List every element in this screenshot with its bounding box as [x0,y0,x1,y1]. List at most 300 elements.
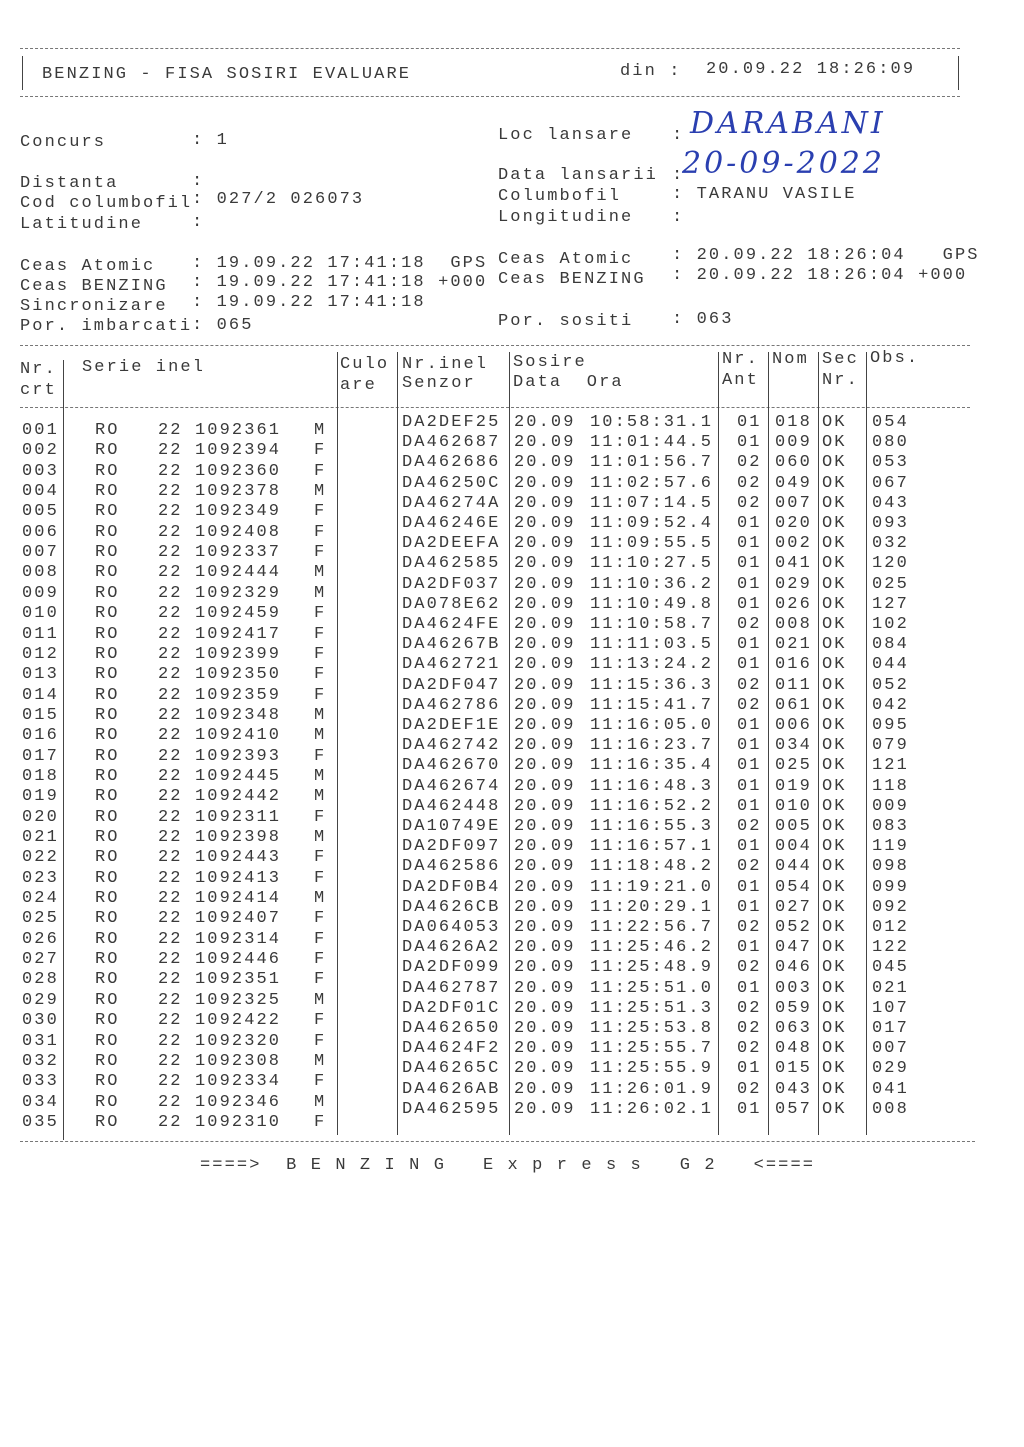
time: 11:22:56.7 [590,918,714,937]
nom: 018 [775,413,812,432]
year: 22 [158,828,183,847]
obs: 093 [872,514,909,533]
col-serie: Serie inel [82,358,206,377]
sec-status: OK [822,615,847,634]
sensor-id: DA2DF099 [402,958,501,978]
divider [20,48,960,49]
obs: 009 [872,796,909,816]
year: 22 [158,685,183,705]
nom: 026 [775,594,812,614]
antenna: 02 [737,857,762,877]
sensor-id: DA46267B [402,635,501,655]
antenna: 02 [737,493,762,513]
row-nr: 014 [22,685,59,705]
row-nr: 004 [22,482,59,502]
ring-number: 1092414 [195,889,282,909]
nom: 002 [775,534,812,554]
obs: 121 [872,756,909,776]
sensor-id: DA462448 [402,796,501,816]
obs: 095 [872,716,909,735]
sex: M [314,1092,327,1112]
sex: F [314,604,327,624]
date: 20.09 [514,1039,576,1059]
sec-status: OK [822,433,847,453]
date: 20.09 [514,938,576,958]
ring-number: 1092413 [195,868,282,888]
nom: 027 [775,897,812,917]
imbarcati-label: Por. imbarcati [20,317,193,336]
ring-number: 1092422 [195,1011,282,1031]
country: RO [95,705,120,725]
row-nr: 029 [22,990,59,1010]
year: 22 [158,563,183,583]
year: 22 [158,583,183,603]
country: RO [95,421,120,440]
colon: : [672,126,685,145]
sex: F [314,950,327,970]
country: RO [95,726,120,746]
obs: 092 [872,897,909,917]
time: 11:25:55.9 [590,1059,714,1079]
time: 11:01:56.7 [590,453,714,473]
date: 20.09 [514,1059,576,1079]
year: 22 [158,1092,183,1112]
country: RO [95,848,120,868]
antenna: 01 [737,796,762,816]
obs: 054 [872,413,909,432]
sensor-id: DA4624FE [402,615,501,634]
sex: F [314,746,327,766]
row-nr: 027 [22,950,59,970]
antenna: 01 [737,574,762,594]
time: 11:10:36.2 [590,574,714,594]
year: 22 [158,624,183,644]
country: RO [95,502,120,522]
sex: F [314,461,327,481]
ring-number: 1092394 [195,441,282,461]
obs: 119 [872,837,909,857]
sex: M [314,421,327,440]
sex: M [314,990,327,1010]
row-nr: 023 [22,868,59,888]
sensor-id: DA2DEF25 [402,413,501,432]
loc-handwritten: DARABANI [690,106,886,141]
date: 20.09 [514,837,576,857]
time: 11:07:14.5 [590,493,714,513]
country: RO [95,604,120,624]
year: 22 [158,441,183,461]
sec-status: OK [822,514,847,533]
obs: 025 [872,574,909,594]
nom: 063 [775,1019,812,1038]
column-divider [337,352,338,1135]
column-divider [818,352,819,1135]
row-nr: 008 [22,563,59,583]
antenna: 01 [737,1099,762,1119]
ring-number: 1092446 [195,950,282,970]
sensor-id: DA2DEEFA [402,534,501,554]
sec-status: OK [822,473,847,493]
date: 20.09 [514,493,576,513]
sec-status: OK [822,716,847,735]
sensor-id: DA4626AB [402,1079,501,1099]
sex: F [314,929,327,949]
sex: F [314,1031,327,1051]
year: 22 [158,705,183,725]
date-label: din : [620,62,682,81]
row-nr: 001 [22,421,59,440]
distanta-value: : [192,172,217,191]
row-nr: 034 [22,1092,59,1112]
sec-status: OK [822,1079,847,1099]
year: 22 [158,929,183,949]
data-lansarii-handwritten: 20-09-2022 [682,146,885,181]
divider [20,1141,975,1142]
ring-number: 1092314 [195,929,282,949]
nom: 044 [775,857,812,877]
obs: 042 [872,695,909,715]
antenna: 01 [737,1059,762,1079]
row-nr: 005 [22,502,59,522]
sec-status: OK [822,1039,847,1059]
date: 20.09 [514,615,576,634]
column-divider [63,360,64,1140]
year: 22 [158,1011,183,1031]
ceas-atomic-end: : 20.09.22 18:26:04 GPS [672,246,980,265]
sex: F [314,1112,327,1132]
sec-status: OK [822,918,847,937]
sec-status: OK [822,776,847,796]
sex: F [314,522,327,542]
sec-status: OK [822,857,847,877]
sensor-id: DA2DEF1E [402,716,501,735]
nom: 034 [775,736,812,756]
year: 22 [158,543,183,563]
antenna: 02 [737,695,762,715]
antenna: 01 [737,736,762,756]
country: RO [95,909,120,929]
antenna: 02 [737,473,762,493]
sensor-id: DA462670 [402,756,501,776]
ceas-atomic-end-label: Ceas Atomic [498,250,634,269]
ring-number: 1092346 [195,1092,282,1112]
sec-status: OK [822,635,847,655]
col-sec: Sec [822,350,859,369]
col-sosire: Sosire [513,353,587,372]
row-nr: 010 [22,604,59,624]
antenna: 01 [737,938,762,958]
sec-status: OK [822,938,847,958]
antenna: 01 [737,837,762,857]
col-sec-2: Nr. [822,371,859,390]
sex: M [314,828,327,847]
antenna: 02 [737,998,762,1018]
sensor-id: DA462742 [402,736,501,756]
sex: F [314,441,327,461]
sensor-id: DA064053 [402,918,501,937]
nom: 020 [775,514,812,533]
sex: M [314,889,327,909]
col-ant: Nr. [722,350,759,369]
ring-number: 1092350 [195,665,282,685]
antenna: 01 [737,534,762,554]
sex: F [314,868,327,888]
nom: 025 [775,756,812,776]
date: 20.09 [514,574,576,594]
ring-number: 1092310 [195,1112,282,1132]
ring-number: 1092334 [195,1072,282,1092]
time: 11:25:53.8 [590,1019,714,1038]
obs: 107 [872,998,909,1018]
date: 20.09 [514,453,576,473]
sec-status: OK [822,817,847,836]
sensor-id: DA462595 [402,1099,501,1119]
time: 11:10:49.8 [590,594,714,614]
sex: M [314,482,327,502]
obs: 029 [872,1059,909,1079]
col-culoare: Culo [340,355,390,374]
time: 11:10:27.5 [590,554,714,574]
sensor-id: DA4624F2 [402,1039,501,1059]
sensor-id: DA2DF0B4 [402,877,501,897]
col-nr: Nr. [20,360,57,379]
time: 11:10:58.7 [590,615,714,634]
ring-number: 1092417 [195,624,282,644]
row-nr: 022 [22,848,59,868]
sec-status: OK [822,675,847,695]
nom: 061 [775,695,812,715]
antenna: 02 [737,675,762,695]
country: RO [95,563,120,583]
sec-status: OK [822,1059,847,1079]
year: 22 [158,1112,183,1132]
date: 20.09 [514,857,576,877]
latitudine-label: Latitudine [20,215,144,234]
country: RO [95,868,120,888]
time: 11:26:02.1 [590,1099,714,1119]
nom: 011 [775,675,812,695]
imbarcati-value: : 065 [192,316,254,335]
report-date: 20.09.22 18:26:09 [706,60,916,79]
sensor-id: DA4626CB [402,897,501,917]
date: 20.09 [514,655,576,675]
antenna: 01 [737,978,762,998]
sec-status: OK [822,736,847,756]
time: 11:16:52.2 [590,796,714,816]
time: 11:16:48.3 [590,776,714,796]
sec-status: OK [822,534,847,554]
country: RO [95,746,120,766]
row-nr: 033 [22,1072,59,1092]
year: 22 [158,970,183,990]
ring-number: 1092444 [195,563,282,583]
col-inel-senzor-2: Senzor [402,374,476,393]
row-nr: 012 [22,644,59,664]
nom: 019 [775,776,812,796]
sec-status: OK [822,897,847,917]
date: 20.09 [514,958,576,978]
ceas-atomic-start: : 19.09.22 17:41:18 GPS [192,254,488,273]
time: 10:58:31.1 [590,413,714,432]
sex: F [314,685,327,705]
sensor-id: DA2DF01C [402,998,501,1018]
ring-number: 1092349 [195,502,282,522]
sec-status: OK [822,493,847,513]
ring-number: 1092442 [195,787,282,807]
nom: 006 [775,716,812,735]
antenna: 02 [737,615,762,634]
ring-number: 1092459 [195,604,282,624]
time: 11:15:36.3 [590,675,714,695]
obs: 083 [872,817,909,836]
ceas-benzing-label: Ceas BENZING [20,277,168,296]
divider [22,56,23,90]
obs: 067 [872,473,909,493]
nom: 054 [775,877,812,897]
nom: 041 [775,554,812,574]
obs: 053 [872,453,909,473]
col-ant-2: Ant [722,371,759,390]
nom: 003 [775,978,812,998]
row-nr: 018 [22,766,59,786]
date: 20.09 [514,796,576,816]
col-nr-2: crt [20,381,57,400]
nom: 010 [775,796,812,816]
country: RO [95,1031,120,1051]
nom: 007 [775,493,812,513]
sex: F [314,970,327,990]
sex: F [314,644,327,664]
sec-status: OK [822,1019,847,1038]
row-nr: 020 [22,807,59,827]
year: 22 [158,1051,183,1071]
data-lansarii-label: Data lansarii [498,166,658,185]
sositi-label: Por. sositi [498,312,634,331]
sex: M [314,563,327,583]
antenna: 02 [737,1039,762,1059]
sec-status: OK [822,958,847,978]
ring-number: 1092325 [195,990,282,1010]
obs: 080 [872,433,909,453]
loc-label: Loc lansare [498,126,634,145]
sensor-id: DA462687 [402,433,501,453]
nom: 004 [775,837,812,857]
time: 11:20:29.1 [590,897,714,917]
nom: 049 [775,473,812,493]
date: 20.09 [514,675,576,695]
year: 22 [158,461,183,481]
year: 22 [158,868,183,888]
obs: 021 [872,978,909,998]
sensor-id: DA46250C [402,473,501,493]
country: RO [95,889,120,909]
sincronizare-label: Sincronizare [20,297,168,316]
distanta-label: Distanta [20,174,119,193]
antenna: 01 [737,514,762,533]
column-divider [718,352,719,1135]
ring-number: 1092360 [195,461,282,481]
ring-number: 1092308 [195,1051,282,1071]
row-nr: 021 [22,828,59,847]
country: RO [95,522,120,542]
country: RO [95,828,120,847]
antenna: 01 [737,635,762,655]
date: 20.09 [514,1019,576,1038]
country: RO [95,1011,120,1031]
antenna: 02 [737,817,762,836]
row-nr: 028 [22,970,59,990]
ring-number: 1092408 [195,522,282,542]
row-nr: 016 [22,726,59,746]
ceas-benzing-end-label: Ceas BENZING [498,270,646,289]
ring-number: 1092378 [195,482,282,502]
ring-number: 1092348 [195,705,282,725]
sec-status: OK [822,756,847,776]
row-nr: 030 [22,1011,59,1031]
antenna: 01 [737,594,762,614]
country: RO [95,1092,120,1112]
sec-status: OK [822,1099,847,1119]
date: 20.09 [514,817,576,836]
ring-number: 1092445 [195,766,282,786]
time: 11:19:21.0 [590,877,714,897]
sec-status: OK [822,554,847,574]
sex: M [314,583,327,603]
obs: 044 [872,655,909,675]
antenna: 01 [737,716,762,735]
row-nr: 019 [22,787,59,807]
footer-text: ====> B E N Z I N G E x p r e s s G 2 <==== [200,1156,816,1175]
nom: 052 [775,918,812,937]
nom: 005 [775,817,812,836]
sex: M [314,766,327,786]
col-sosire-2: Data Ora [513,373,624,392]
longitudine-label: Longitudine [498,208,634,227]
obs: 008 [872,1099,909,1119]
date: 20.09 [514,918,576,937]
year: 22 [158,889,183,909]
date: 20.09 [514,978,576,998]
column-divider [768,352,769,1135]
sex: M [314,1051,327,1071]
column-divider [866,352,867,1135]
ring-number: 1092337 [195,543,282,563]
year: 22 [158,766,183,786]
sec-status: OK [822,837,847,857]
col-inel-senzor: Nr.inel [402,355,489,374]
year: 22 [158,807,183,827]
obs: 052 [872,675,909,695]
date: 20.09 [514,594,576,614]
time: 11:26:01.9 [590,1079,714,1099]
sex: F [314,1011,327,1031]
country: RO [95,970,120,990]
antenna: 01 [737,554,762,574]
country: RO [95,929,120,949]
nom: 008 [775,615,812,634]
col-culoare-2: are [340,376,377,395]
date: 20.09 [514,635,576,655]
sec-status: OK [822,695,847,715]
antenna: 02 [737,1019,762,1038]
cod-label: Cod columbofil [20,194,193,213]
sec-status: OK [822,453,847,473]
columbofil-value: : TARANU VASILE [672,185,857,204]
date: 20.09 [514,756,576,776]
obs: 099 [872,877,909,897]
obs: 122 [872,938,909,958]
year: 22 [158,848,183,868]
